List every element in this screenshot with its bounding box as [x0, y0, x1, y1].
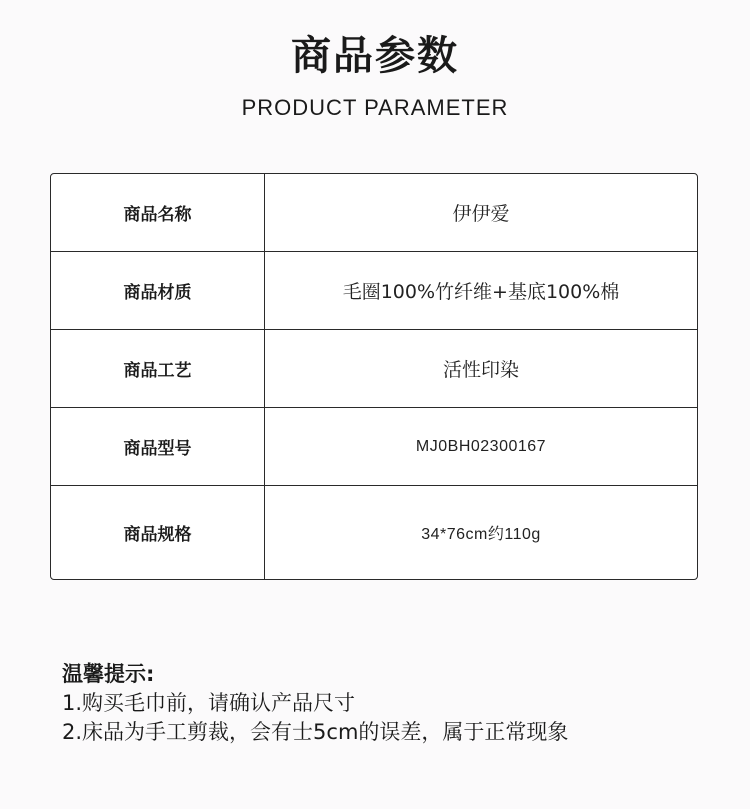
table-row-material: [51, 252, 697, 330]
table-row-craft: [51, 330, 697, 408]
value-product-craft: 活性印染: [442, 359, 519, 381]
tips-section: [62, 660, 702, 747]
tips-line-1: 1.购买毛巾前，请确认产品尺寸: [62, 691, 356, 715]
label-product-name: 商品名称: [51, 174, 265, 251]
table-row-model: [51, 408, 697, 486]
page-subtitle: PRODUCT PARAMETER: [241, 95, 509, 120]
table-row-name: [51, 174, 697, 252]
value-product-name: 伊伊爱: [452, 203, 510, 225]
tips-title: 温馨提示:: [62, 662, 155, 686]
label-product-spec: 商品规格: [51, 486, 265, 579]
product-parameter-table: [50, 173, 698, 580]
value-product-spec: 34*76cm约110g: [421, 526, 541, 543]
page-title: 商品参数: [291, 33, 459, 79]
label-product-model: 商品型号: [51, 408, 265, 485]
table-row-spec: [51, 486, 697, 579]
value-product-material: 毛圈100%竹纤维+基底100%棉: [342, 281, 620, 303]
label-product-craft: 商品工艺: [51, 330, 265, 407]
value-product-model: MJ0BH02300167: [415, 437, 547, 455]
tips-line-2: 2.床品为手工剪裁，会有士5cm的误差，属于正常现象: [62, 720, 569, 744]
label-product-material: 商品材质: [51, 252, 265, 329]
